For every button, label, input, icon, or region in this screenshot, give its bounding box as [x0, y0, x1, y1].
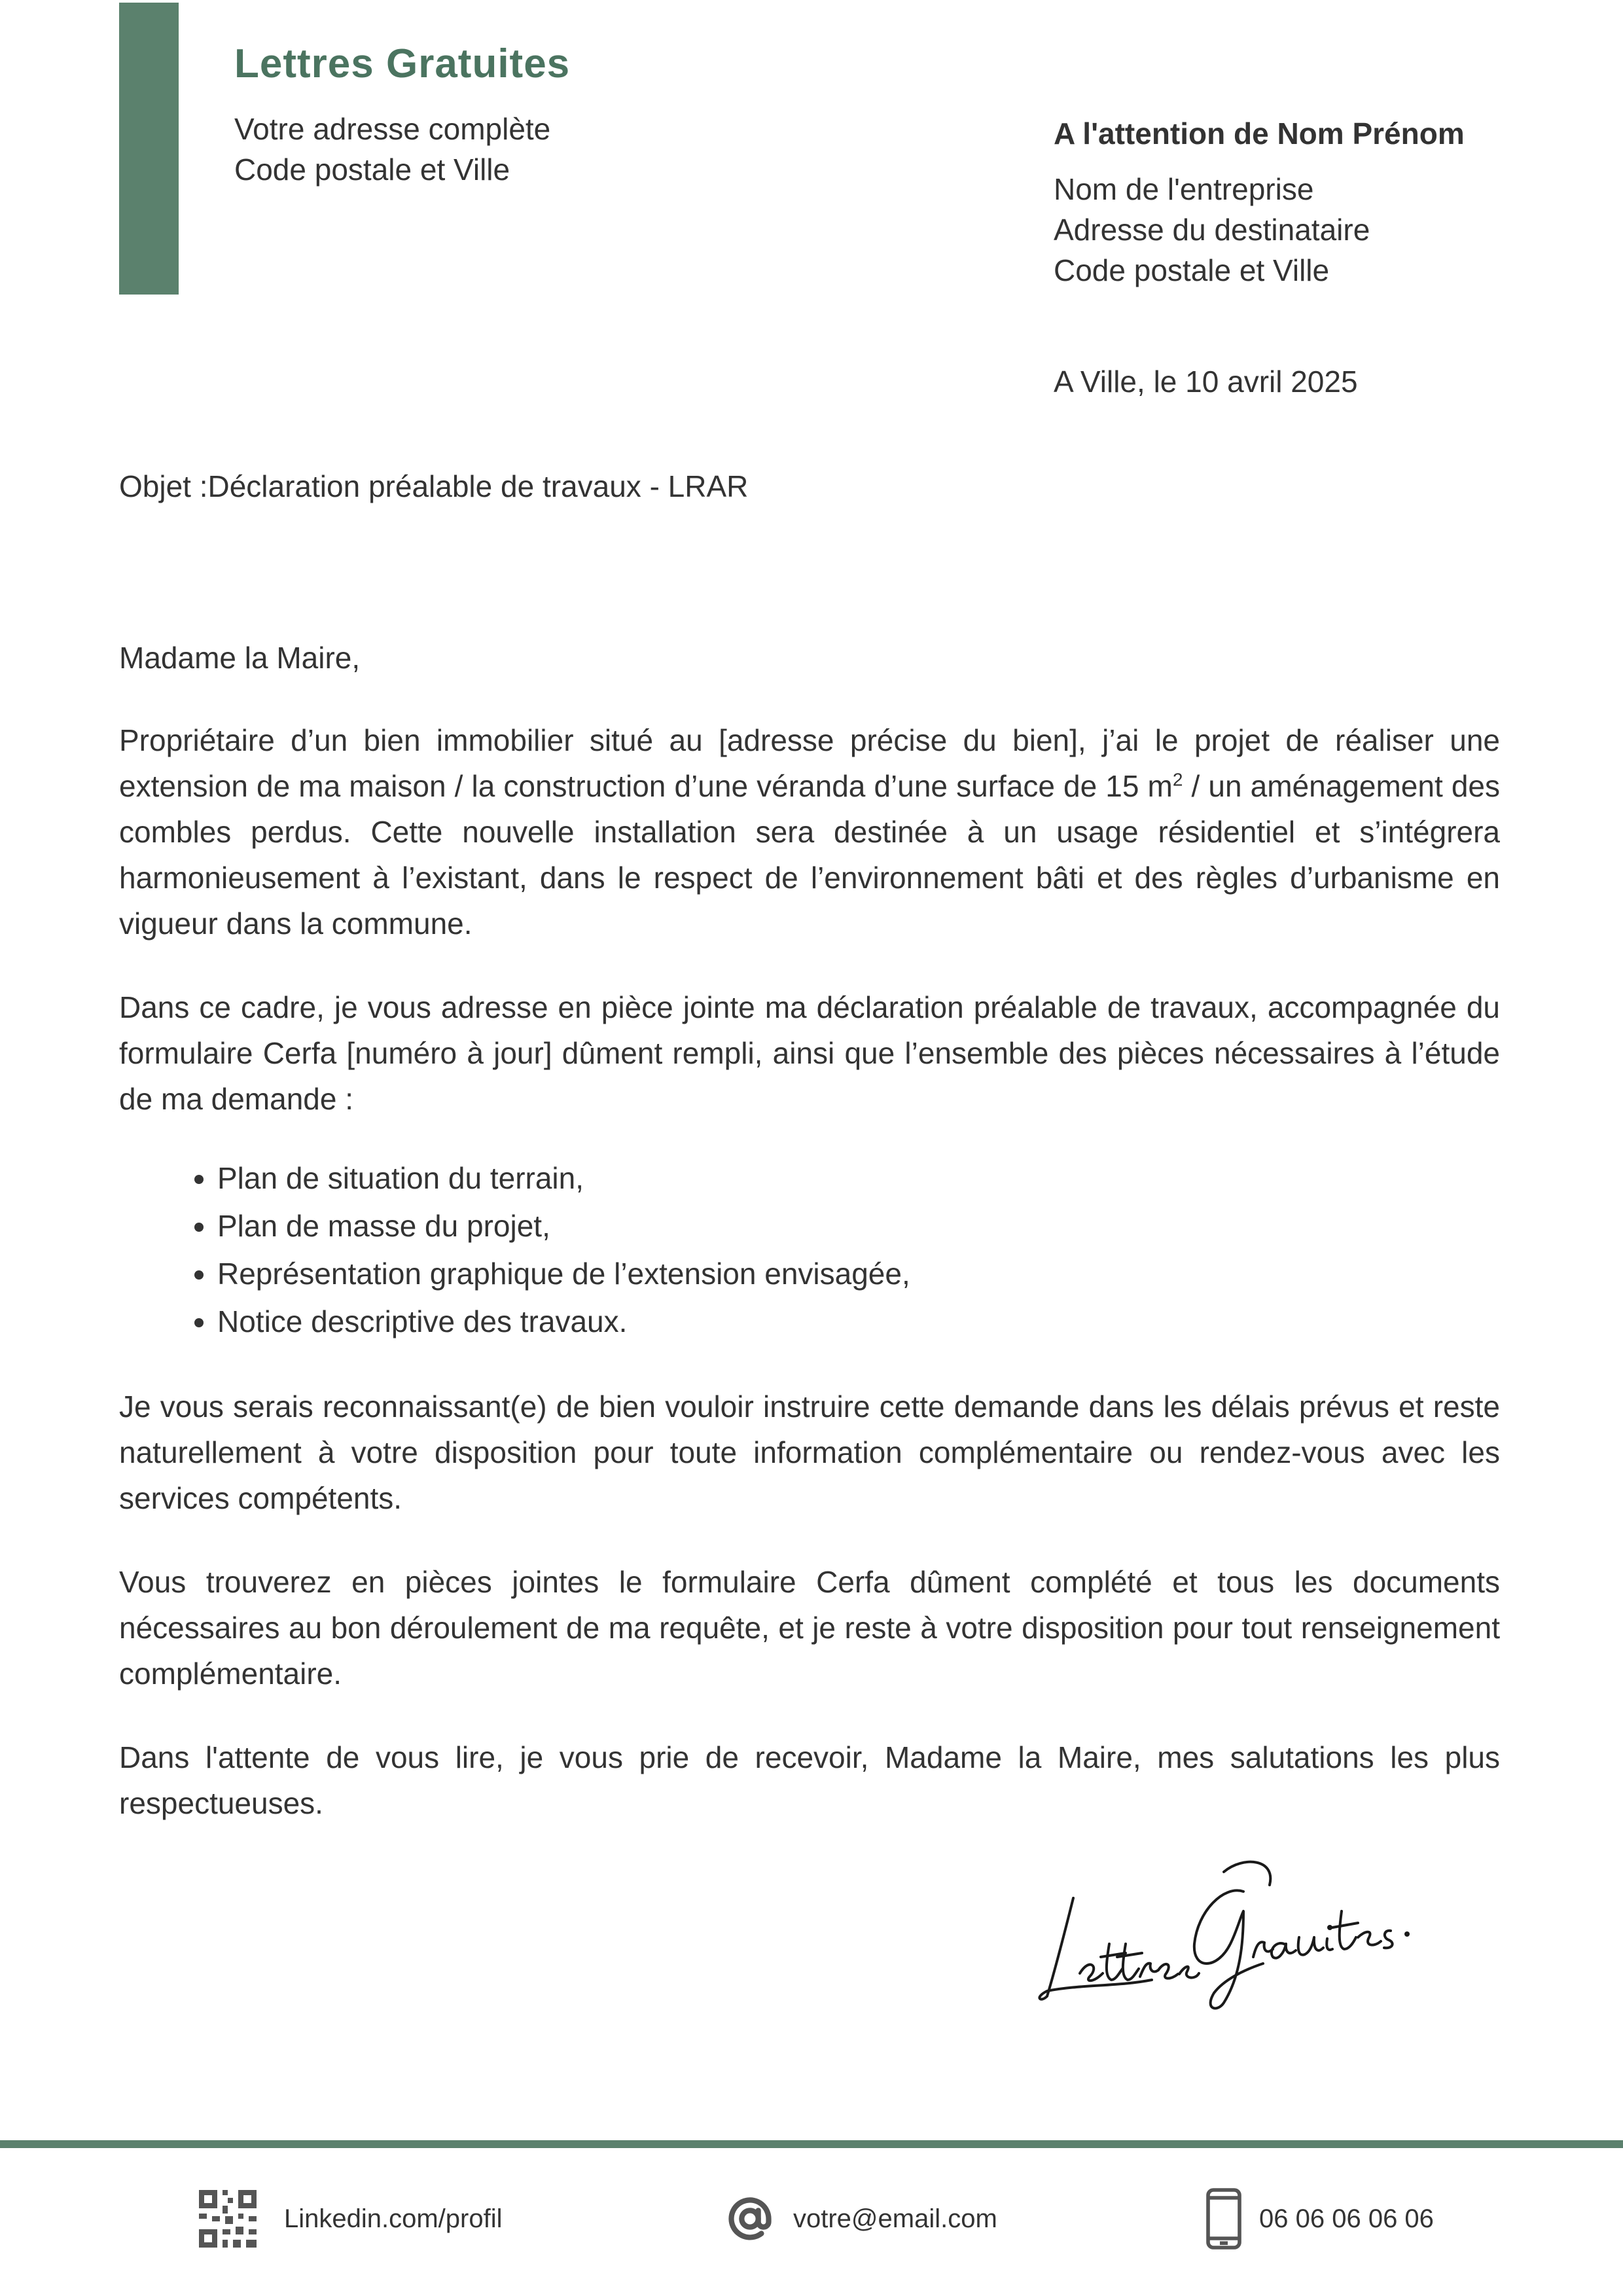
sender-address: Votre adresse complète	[234, 112, 551, 146]
letter-body	[119, 635, 1500, 1864]
superscript-2: 2	[1172, 769, 1183, 790]
list-item: • Représentation graphique de l’extension envisagée,	[217, 1250, 1500, 1298]
accent-bar	[119, 3, 179, 295]
footer-linkedin	[196, 2186, 503, 2251]
handwritten-signature	[1027, 1846, 1420, 2016]
recipient-address: Adresse du destinataire	[1054, 213, 1370, 247]
email-text[interactable]: votre@email.com	[793, 2204, 997, 2233]
at-sign-icon	[725, 2194, 775, 2244]
recipient-attention: A l'attention de Nom Prénom	[1054, 117, 1465, 151]
attachments-list	[119, 1155, 1500, 1346]
list-item: • Plan de situation du terrain,	[217, 1155, 1500, 1202]
paragraph-4: Vous trouverez en pièces jointes le formulaire Cerfa dûment complété et tous les documents nécessaires au bon déroulement de ma requête, et je reste à votre disposition pour tout renseignement complémentaire.	[119, 1565, 1500, 1691]
recipient-block	[1054, 110, 1465, 291]
smartphone-icon	[1205, 2187, 1242, 2250]
phone-text[interactable]: 06 06 06 06 06	[1259, 2204, 1434, 2233]
sender-block	[234, 38, 570, 190]
paragraph-2: Dans ce cadre, je vous adresse en pièce jointe ma déclaration préalable de travaux, accompagnée du formulaire Cerfa [numéro à jour] dûment rempli, ainsi que l’ensemble des pièces nécessaires à l’étude de ma demande :	[119, 990, 1500, 1116]
list-item: • Plan de masse du projet,	[217, 1202, 1500, 1250]
footer-email	[725, 2186, 997, 2251]
sender-city: Code postale et Ville	[234, 152, 510, 187]
linkedin-text[interactable]: Linkedin.com/profil	[284, 2204, 503, 2233]
recipient-company: Nom de l'entreprise	[1054, 172, 1314, 206]
salutation: Madame la Maire,	[119, 641, 361, 675]
footer-phone	[1205, 2186, 1434, 2251]
qr-code-icon	[196, 2187, 259, 2250]
paragraph-1-start: Propriétaire d’un bien immobilier situé au [adresse précise du bien], j’ai le projet de réaliser une extension de ma maison / la construction d’une véranda d’une surface de 15 m	[119, 723, 1500, 803]
footer-rule	[0, 2140, 1623, 2148]
recipient-city: Code postale et Ville	[1054, 253, 1330, 287]
paragraph-3: Je vous serais reconnaissant(e) de bien vouloir instruire cette demande dans les délais prévus et reste naturellement à votre disposition pour toute information complémentaire ou rendez-vous avec les services compétents.	[119, 1390, 1500, 1515]
paragraph-1	[119, 717, 1500, 946]
sender-name: Lettres Gratuites	[234, 41, 571, 86]
paragraph-1-end: / un aménagement des combles perdus. Cette nouvelle installation sera destinée à un usage résidentiel et s’intégrera harmonieusement à l’existant, dans le respect de l’environnement bâti et des règles d’urbanisme en vigueur dans la commune.	[119, 769, 1500, 941]
letter-subject: Objet :Déclaration préalable de travaux - LRAR	[119, 469, 749, 503]
list-item: • Notice descriptive des travaux.	[217, 1298, 1500, 1346]
paragraph-5: Dans l'attente de vous lire, je vous prie de recevoir, Madame la Maire, mes salutations les plus respectueuses.	[119, 1740, 1500, 1820]
letter-date: A Ville, le 10 avril 2025	[1054, 365, 1358, 399]
